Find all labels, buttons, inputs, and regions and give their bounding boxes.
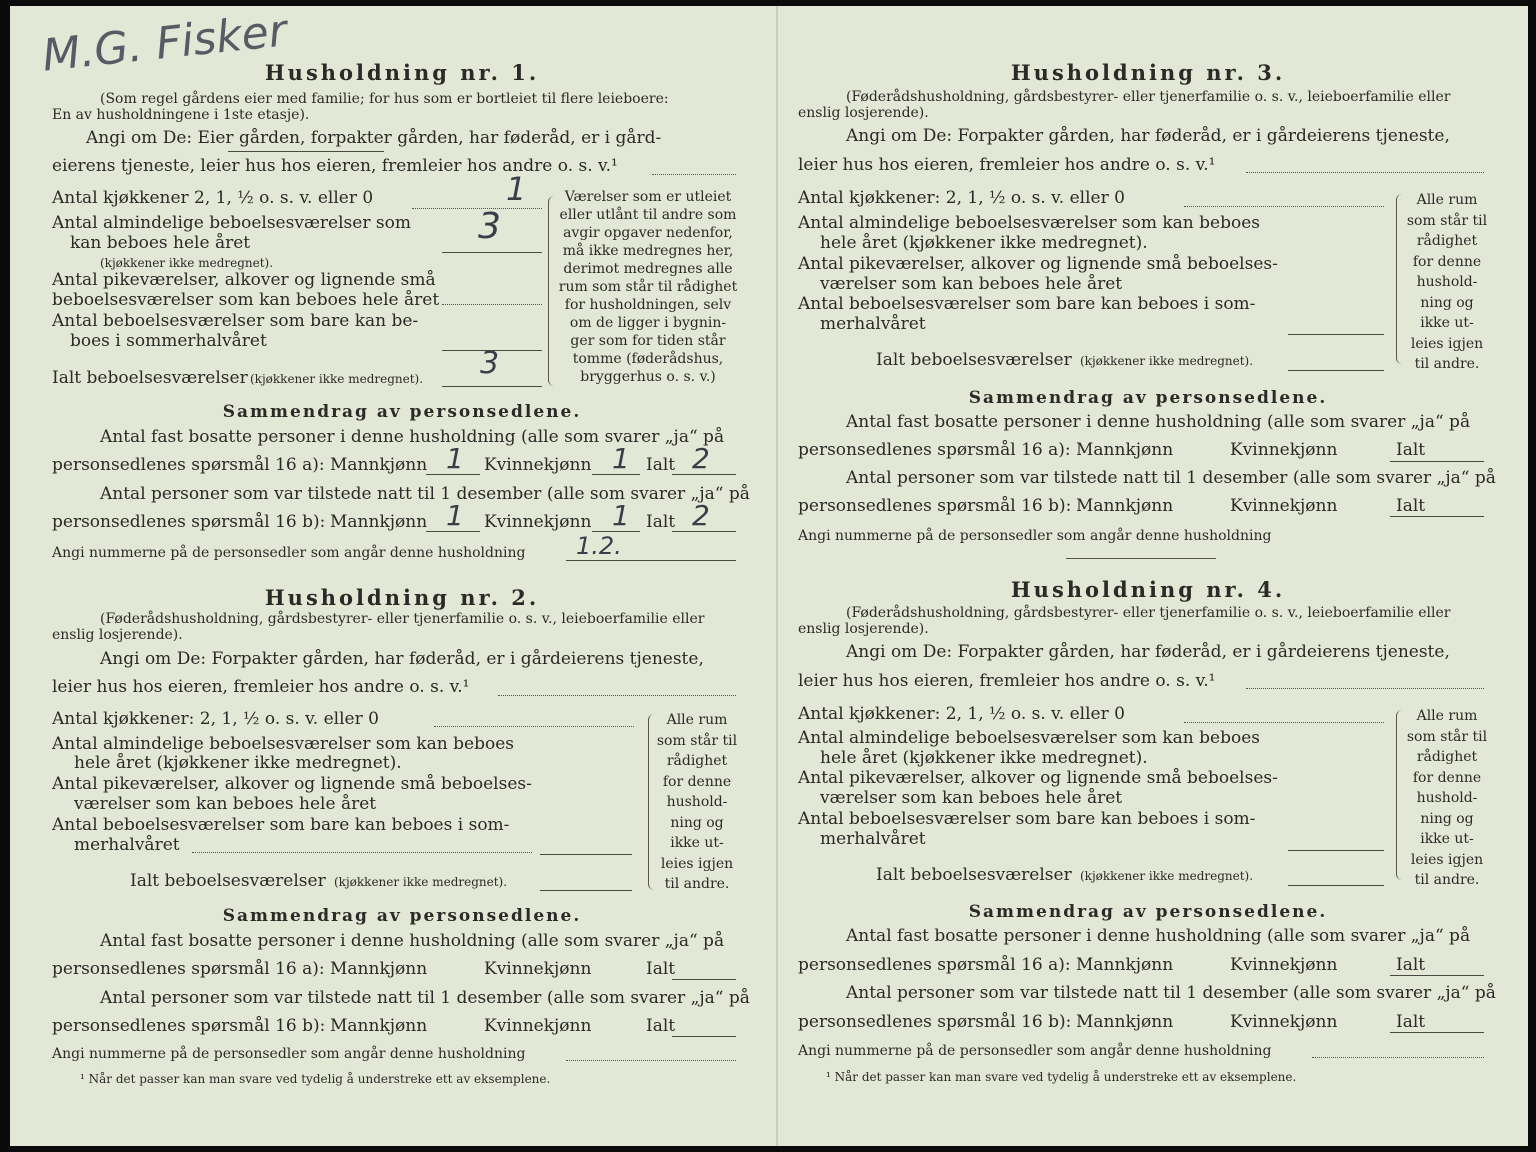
q16b-line-2: personsedlenes spørsmål 16 b): bbox=[52, 512, 326, 532]
household-4-summer-1: Antal beboelsesværelser som bare kan beboes i som- bbox=[798, 809, 1256, 829]
kitchens-label: Antal kjøkkener 2, 1, ½ o. s. v. eller 0 bbox=[52, 188, 374, 208]
maid-line bbox=[442, 304, 542, 305]
household-1 bbox=[52, 0, 752, 561]
household-3-intro-2: enslig losjerende). bbox=[798, 105, 929, 121]
q16b-line-1: Antal personer som var tilstede natt til 1 desember (alle som svarer „ja“ på bbox=[100, 484, 750, 504]
household-2-side-note: Alle rum som står til rådighet for denne hushold- ning og ikke ut- leies igjen til andre. bbox=[656, 712, 738, 892]
household-2-q16b-total: Ialt bbox=[646, 1016, 676, 1036]
household-4-q16a-2: personsedlenes spørsmål 16 a): bbox=[798, 955, 1071, 975]
total-label: Ialt beboelsesværelser bbox=[52, 368, 248, 388]
household-2-q16a-2: personsedlenes spørsmål 16 a): bbox=[52, 959, 325, 979]
household-3-maid-2: værelser som kan beboes hele året bbox=[820, 274, 1123, 294]
household-3-kitchens-label: Antal kjøkkener: 2, 1, ½ o. s. v. eller 0 bbox=[798, 188, 1125, 208]
household-2-q16b-1: Antal personer som var tilstede natt til 1 desember (alle som svarer „ja“ på bbox=[100, 988, 750, 1008]
household-4-title: Husholdning nr. 4. bbox=[1010, 577, 1286, 602]
household-4-side-note: Alle rum som står til rådighet for denne hushold- ning og ikke ut- leies igjen til andre. bbox=[1406, 708, 1488, 888]
maid-label-1: Antal pikeværelser, alkover og lignende små bbox=[52, 270, 436, 290]
household-4-angi-1: Angi om De: Forpakter gården, har føderåd, er i gårdeierens tjeneste, bbox=[846, 642, 1450, 662]
q16a-female-label: Kvinnekjønn bbox=[484, 455, 592, 475]
household-4-q16a-total-line bbox=[1390, 975, 1484, 976]
household-2-intro-2: enslig losjerende). bbox=[52, 627, 183, 643]
total-note: (kjøkkener ikke medregnet). bbox=[250, 372, 424, 386]
household-2-q16b-2: personsedlenes spørsmål 16 b): bbox=[52, 1016, 326, 1036]
household-2 bbox=[52, 528, 752, 1086]
summer-label-2: boes i sommerhalvåret bbox=[70, 331, 267, 351]
household-3-title: Husholdning nr. 3. bbox=[1010, 60, 1286, 85]
household-3-q16b-female: Kvinnekjønn bbox=[1230, 496, 1338, 516]
q16a-line-2: personsedlenes spørsmål 16 a): bbox=[52, 455, 325, 475]
household-3-q16a-female: Kvinnekjønn bbox=[1230, 440, 1338, 460]
household-3-total-line bbox=[1288, 370, 1384, 371]
q16b-male-label: Mannkjønn bbox=[330, 512, 428, 532]
household-4-q16a-male: Mannkjønn bbox=[1076, 955, 1174, 975]
household-4-intro-2: enslig losjerende). bbox=[798, 621, 929, 637]
household-4-total-line bbox=[1288, 885, 1384, 886]
household-2-total-label: Ialt beboelsesværelser bbox=[130, 871, 326, 891]
household-4-kitchens-line bbox=[1184, 722, 1384, 723]
household-3-q16a-1: Antal fast bosatte personer i denne husholdning (alle som svarer „ja“ på bbox=[846, 412, 1471, 432]
household-1-intro-1: (Som regel gårdens eier med familie; for hus som er bortleiet til flere leieboere: bbox=[100, 91, 669, 107]
angi-answer-line bbox=[652, 174, 736, 175]
household-2-numbers-line bbox=[566, 1060, 736, 1061]
household-2-q16a-1: Antal fast bosatte personer i denne husholdning (alle som svarer „ja“ på bbox=[100, 931, 725, 951]
household-2-title: Husholdning nr. 2. bbox=[264, 585, 540, 610]
household-4-summer-2: merhalvåret bbox=[820, 829, 926, 849]
total-line bbox=[442, 386, 542, 387]
household-2-summer-2: merhalvåret bbox=[74, 835, 180, 855]
q16a-total-value: 2 bbox=[692, 442, 710, 475]
side-note-brace bbox=[548, 196, 555, 386]
handwritten-header: M.G. Fisker bbox=[40, 5, 290, 82]
numbers-value: 1.2. bbox=[576, 532, 622, 560]
q16a-female-line bbox=[592, 474, 640, 475]
household-4-q16b-2: personsedlenes spørsmål 16 b): bbox=[798, 1012, 1072, 1032]
q16a-total-label: Ialt bbox=[646, 455, 676, 475]
household-2-maid-2: værelser som kan beboes hele året bbox=[74, 794, 377, 814]
q16a-female-value: 1 bbox=[612, 442, 630, 475]
side-note: Værelser som er utleiet eller utlånt til andre som avgir opgaver nedenfor, må ikke medregnes her, derimot medregnes alle rum som står til rådighet for husholdningen, selv om de ligger i bygnin- ger som for tiden står tomme (føderådshus, bryggerhus o. s. v.) bbox=[558, 189, 738, 385]
q16a-line-1: Antal fast bosatte personer i denne husholdning (alle som svarer „ja“ på bbox=[100, 427, 725, 447]
footnote-left: ¹ Når det passer kan man svare ved tydelig å understreke ett av eksemplene. bbox=[80, 1072, 551, 1086]
household-4-angi-2: leier hus hos eieren, fremleier hos andre o. s. v.¹ bbox=[798, 671, 1216, 691]
q16a-total-line bbox=[672, 474, 736, 475]
household-2-q16b-male: Mannkjønn bbox=[330, 1016, 428, 1036]
household-3-side-note: Alle rum som står til rådighet for denne hushold- ning og ikke ut- leies igjen til andre. bbox=[1406, 192, 1488, 372]
household-2-q16a-total-line bbox=[672, 979, 736, 980]
household-4-angi-line bbox=[1246, 688, 1484, 689]
household-2-rooms-1: Antal almindelige beboelsesværelser som kan beboes bbox=[52, 734, 514, 754]
household-4-q16b-total-line bbox=[1390, 1032, 1484, 1033]
household-4-q16a-1: Antal fast bosatte personer i denne husholdning (alle som svarer „ja“ på bbox=[846, 926, 1471, 946]
household-3-angi-line bbox=[1246, 172, 1484, 173]
household-3-summary-title: Sammendrag av personsedlene. bbox=[968, 388, 1328, 408]
summary-title: Sammendrag av personsedlene. bbox=[222, 402, 582, 422]
household-2-q16a-female: Kvinnekjønn bbox=[484, 959, 592, 979]
household-3-q16b-total-line bbox=[1390, 516, 1484, 517]
q16b-total-value: 2 bbox=[692, 499, 710, 532]
household-3-total-note: (kjøkkener ikke medregnet). bbox=[1080, 354, 1254, 368]
household-2-maid-1: Antal pikeværelser, alkover og lignende små beboelses- bbox=[52, 774, 532, 794]
household-4-q16a-female: Kvinnekjønn bbox=[1230, 955, 1338, 975]
household-4-q16a-total: Ialt bbox=[1396, 955, 1426, 975]
household-2-numbers-label: Angi nummerne på de personsedler som angår denne husholdning bbox=[52, 1046, 526, 1062]
kitchens-value: 1 bbox=[506, 170, 527, 208]
summer-label-1: Antal beboelsesværelser som bare kan be- bbox=[52, 311, 419, 331]
household-2-kitchens-label: Antal kjøkkener: 2, 1, ½ o. s. v. eller 0 bbox=[52, 709, 379, 729]
household-4-rooms-2: hele året (kjøkkener ikke medregnet). bbox=[820, 748, 1148, 768]
household-3-summer-1: Antal beboelsesværelser som bare kan beboes i som- bbox=[798, 294, 1256, 314]
household-2-angi-2: leier hus hos eieren, fremleier hos andre o. s. v.¹ bbox=[52, 677, 470, 697]
total-value: 3 bbox=[480, 346, 500, 381]
household-4-maid-1: Antal pikeværelser, alkover og lignende små beboelses- bbox=[798, 768, 1278, 788]
household-3-kitchens-line bbox=[1184, 206, 1384, 207]
household-4-maid-2: værelser som kan beboes hele året bbox=[820, 788, 1123, 808]
kitchens-line bbox=[412, 208, 542, 209]
household-3-angi-2: leier hus hos eieren, fremleier hos andre o. s. v.¹ bbox=[798, 155, 1216, 175]
household-4 bbox=[798, 520, 1498, 1084]
household-3-angi-1: Angi om De: Forpakter gården, har føderåd, er i gårdeierens tjeneste, bbox=[846, 126, 1450, 146]
underline-eier-garden bbox=[228, 151, 384, 152]
household-2-summer-line bbox=[540, 854, 632, 855]
household-3-q16a-2: personsedlenes spørsmål 16 a): bbox=[798, 440, 1071, 460]
household-2-q16a-male: Mannkjønn bbox=[330, 959, 428, 979]
household-2-intro-1: (Føderådshusholdning, gårdsbestyrer- eller tjenerfamilie o. s. v., leieboerfamilie eller bbox=[100, 611, 705, 627]
household-3-total-label: Ialt beboelsesværelser bbox=[876, 350, 1072, 370]
household-2-angi-1: Angi om De: Forpakter gården, har føderåd, er i gårdeierens tjeneste, bbox=[100, 649, 704, 669]
household-2-rooms-2: hele året (kjøkkener ikke medregnet). bbox=[74, 753, 402, 773]
household-1-title: Husholdning nr. 1. bbox=[264, 60, 540, 85]
right-page bbox=[798, 0, 1498, 1152]
numbers-label: Angi nummerne på de personsedler som angår denne husholdning bbox=[52, 545, 526, 561]
household-2-q16b-female: Kvinnekjønn bbox=[484, 1016, 592, 1036]
household-3-rooms-1: Antal almindelige beboelsesværelser som kan beboes bbox=[798, 213, 1260, 233]
household-1-intro-2: En av husholdningene i 1ste etasje). bbox=[52, 107, 310, 123]
household-4-numbers-label: Angi nummerne på de personsedler som angår denne husholdning bbox=[798, 1043, 1272, 1059]
q16b-female-label: Kvinnekjønn bbox=[484, 512, 592, 532]
household-3-q16a-male: Mannkjønn bbox=[1076, 440, 1174, 460]
household-4-summary-title: Sammendrag av personsedlene. bbox=[968, 902, 1328, 922]
household-4-q16b-1: Antal personer som var tilstede natt til 1 desember (alle som svarer „ja“ på bbox=[846, 983, 1496, 1003]
household-3-rooms-2: hele året (kjøkkener ikke medregnet). bbox=[820, 233, 1148, 253]
q16a-male-line bbox=[426, 474, 480, 475]
household-2-q16a-total: Ialt bbox=[646, 959, 676, 979]
left-page bbox=[52, 0, 752, 1152]
household-4-q16b-total: Ialt bbox=[1396, 1012, 1426, 1032]
household-2-summary-title: Sammendrag av personsedlene. bbox=[222, 906, 582, 926]
household-3-intro-1: (Føderådshusholdning, gårdsbestyrer- eller tjenerfamilie o. s. v., leieboerfamilie eller bbox=[846, 89, 1451, 105]
household-3-q16b-total: Ialt bbox=[1396, 496, 1426, 516]
household-3-q16b-male: Mannkjønn bbox=[1076, 496, 1174, 516]
q16a-male-value: 1 bbox=[446, 442, 464, 475]
household-4-summer-line bbox=[1288, 850, 1384, 851]
q16b-male-value: 1 bbox=[446, 499, 464, 532]
household-4-q16b-male: Mannkjønn bbox=[1076, 1012, 1174, 1032]
household-1-angi-1: Angi om De: Eier gården, forpakter gården, har føderåd, er i gård- bbox=[86, 128, 662, 148]
maid-label-2: beboelsesværelser som kan beboes hele året bbox=[52, 290, 440, 310]
household-4-intro-1: (Føderådshusholdning, gårdsbestyrer- eller tjenerfamilie o. s. v., leieboerfamilie eller bbox=[846, 605, 1451, 621]
household-2-total-line bbox=[540, 890, 632, 891]
household-3-q16a-total: Ialt bbox=[1396, 440, 1426, 460]
household-3-numbers-label: Angi nummerne på de personsedler som angår denne husholdning bbox=[798, 528, 1272, 544]
household-2-kitchens-line bbox=[434, 726, 634, 727]
rooms-label-2: kan beboes hele året bbox=[70, 233, 251, 253]
household-2-summer-dots bbox=[192, 852, 532, 853]
household-4-total-label: Ialt beboelsesværelser bbox=[876, 865, 1072, 885]
household-3-maid-1: Antal pikeværelser, alkover og lignende små beboelses- bbox=[798, 254, 1278, 274]
household-3-q16b-1: Antal personer som var tilstede natt til 1 desember (alle som svarer „ja“ på bbox=[846, 468, 1496, 488]
rooms-label-3: (kjøkkener ikke medregnet). bbox=[100, 256, 274, 270]
household-4-kitchens-label: Antal kjøkkener: 2, 1, ½ o. s. v. eller 0 bbox=[798, 704, 1125, 724]
page-fold bbox=[776, 6, 778, 1146]
household-4-q16b-female: Kvinnekjønn bbox=[1230, 1012, 1338, 1032]
household-2-total-note: (kjøkkener ikke medregnet). bbox=[334, 875, 508, 889]
household-2-q16b-total-line bbox=[672, 1036, 736, 1037]
footnote-right: ¹ Når det passer kan man svare ved tydelig å understreke ett av eksemplene. bbox=[826, 1070, 1297, 1084]
household-3-summer-2: merhalvåret bbox=[820, 314, 926, 334]
q16a-male-label: Mannkjønn bbox=[330, 455, 428, 475]
q16b-total-label: Ialt bbox=[646, 512, 676, 532]
household-3-q16b-2: personsedlenes spørsmål 16 b): bbox=[798, 496, 1072, 516]
rooms-value: 3 bbox=[478, 206, 501, 247]
rooms-line bbox=[442, 252, 542, 253]
household-3-q16a-total-line bbox=[1390, 461, 1484, 462]
q16b-female-value: 1 bbox=[612, 499, 630, 532]
household-4-numbers-line bbox=[1312, 1057, 1484, 1058]
household-2-summer-1: Antal beboelsesværelser som bare kan beboes i som- bbox=[52, 815, 510, 835]
rooms-label-1: Antal almindelige beboelsesværelser som bbox=[52, 213, 411, 233]
household-4-rooms-1: Antal almindelige beboelsesværelser som kan beboes bbox=[798, 728, 1260, 748]
household-3-summer-line bbox=[1288, 334, 1384, 335]
household-4-total-note: (kjøkkener ikke medregnet). bbox=[1080, 869, 1254, 883]
household-1-angi-2: eierens tjeneste, leier hus hos eieren, fremleier hos andre o. s. v.¹ bbox=[52, 156, 618, 176]
household-2-angi-line bbox=[498, 695, 736, 696]
household-3 bbox=[798, 0, 1498, 544]
